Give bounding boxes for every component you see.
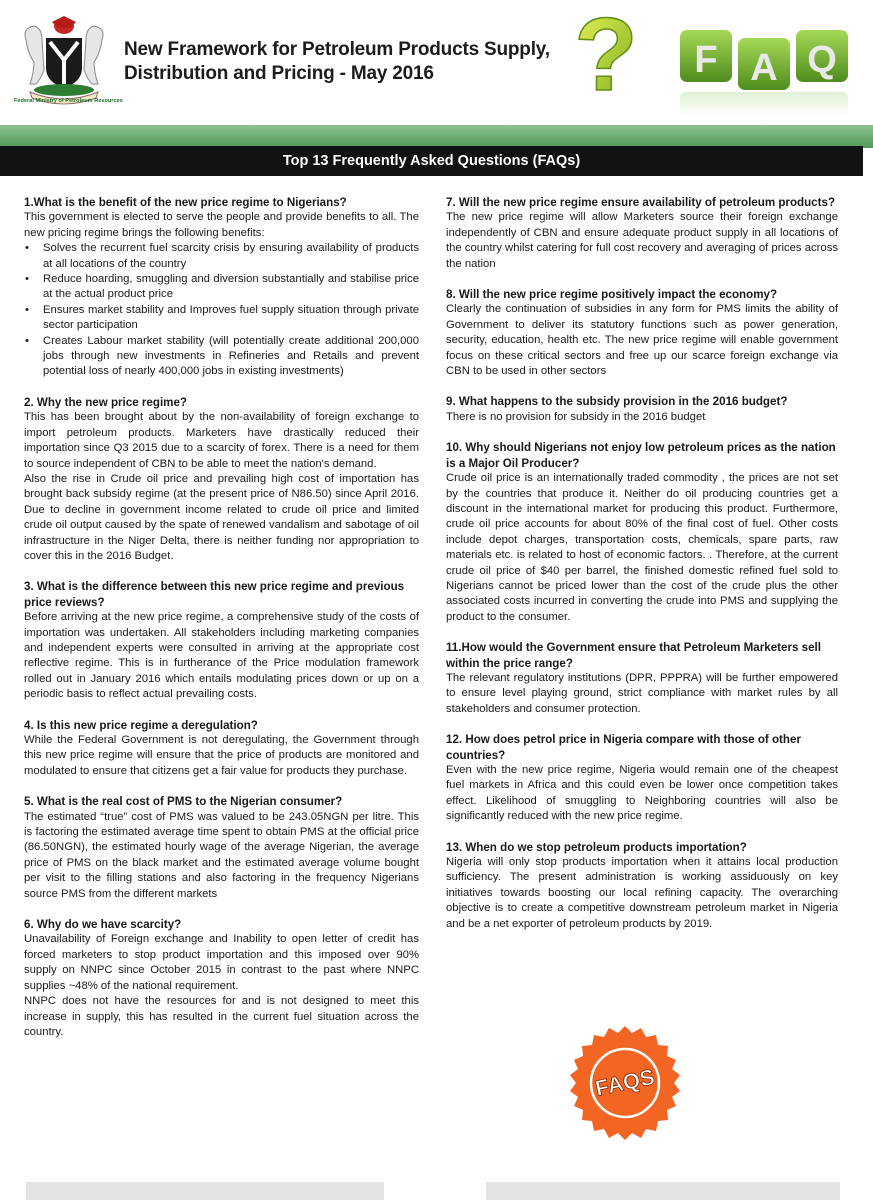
faq-question: 9. What happens to the subsidy provision in the 2016 budget? bbox=[446, 395, 788, 409]
faq-item-12 bbox=[446, 732, 838, 824]
faq-answer: Nigeria will only stop products importation when it attains local production sufficiency. The present administration is working assiduously on key initiatives towards boosting our local refining capacity. The overarching objective is to create a competitive downstream petroleum market in Nigeria and be a net exporter of petroleum products by 2019. bbox=[446, 856, 838, 930]
left-column bbox=[24, 195, 419, 1055]
faq-letter-a: A bbox=[750, 47, 778, 89]
faq-question: 6. Why do we have scarcity? bbox=[24, 918, 182, 932]
faq-cube-a bbox=[738, 38, 790, 90]
list-item: • Solves the recurrent fuel scarcity crisis by ensuring availability of products at all locations of the country bbox=[24, 241, 419, 272]
faq-question: 2. Why the new price regime? bbox=[24, 395, 187, 409]
faq-answer: Also the rise in Crude oil price and prevailing high cost of importation has brought back subsidy regime (at the present price of N86.50) since April 2016. Due to decline in government income related to crude oil price and limited crude oil output caused by the spate of renewed vandalism and sabotage of oil infrastructure in the Niger Delta, there is neither funding nor appropriation to cover this in the 2016 Budget. bbox=[24, 472, 419, 562]
faq-answer: The relevant regulatory institutions (DPR, PPPRA) will be further empowered to ensure level playing ground, strict compliance with market rules by all stakeholders and consumer protection. bbox=[446, 671, 838, 715]
faq-letter-q: Q bbox=[807, 39, 837, 81]
faq-question: 12. How does petrol price in Nigeria compare with those of other countries? bbox=[446, 733, 801, 762]
faq-item-10 bbox=[446, 440, 838, 625]
faqs-badge-icon bbox=[566, 1024, 684, 1142]
faq-item-2 bbox=[24, 395, 419, 564]
question-mark-glyph: ? bbox=[574, 4, 638, 112]
faq-question: 5. What is the real cost of PMS to the Nigerian consumer? bbox=[24, 795, 343, 809]
faq-answer: Before arriving at the new price regime, a comprehensive study of the costs of importation was undertaken. All stakeholders including marketing companies and independent experts were consulted in arriving at the appropriate cost reflective regime. This is in furtherance of the Price modulation framework rolled out in January 2016 which entails modulating prices down or up on a periodic basis to reflect actual prevailing costs. bbox=[24, 611, 419, 701]
ministry-name: Federal Ministry of Petroleum Resources bbox=[14, 98, 123, 104]
faq-item-5 bbox=[24, 794, 419, 902]
page-header bbox=[0, 0, 873, 125]
faq-answer: The estimated “true” cost of PMS was valued to be 243.05NGN per litre. This is factoring the estimated average time spent to obtain PMS at the official price (86.50NGN), the estimated hourly wage of the average Nigerian, the average price of PMS on the black market and the estimated average volume bought per visit to the filling stations and also factoring in the frequency Nigerians source PMS from the different markets bbox=[24, 810, 419, 900]
coat-of-arms-icon bbox=[12, 10, 116, 110]
faq-item-6 bbox=[24, 917, 419, 1040]
page-title bbox=[124, 38, 550, 86]
faq-answer: This has been brought about by the non-availability of foreign exchange to import petroleum products. Marketers have drastically reduced their importation since Q3 2015 due to a scarcity of forex. There is a need for them to source independent of CBN to be able to meet the nation's demand. bbox=[24, 411, 419, 470]
faq-item-13 bbox=[446, 840, 838, 932]
faq-answer: While the Federal Government is not deregulating, the Government through this new price regime will ensure that the price of products are monitored and modulated to ensure that citizens get a fair value for products they purchase. bbox=[24, 734, 419, 777]
faq-answer: There is no provision for subsidy in the 2016 budget bbox=[446, 410, 706, 423]
faq-question: 7. Will the new price regime ensure availability of petroleum products? bbox=[446, 196, 836, 209]
faq-item-9 bbox=[446, 394, 838, 425]
faq-answer: Even with the new price regime, Nigeria would remain one of the cheapest fuel markets in Africa and this could even be lower once competition takes effect. Likelihood of smuggling to Neighboring countries will also be significantly reduced with the new price regime. bbox=[446, 764, 838, 823]
faq-question: 13. When do we stop petroleum products importation? bbox=[446, 840, 747, 854]
faq-answer: Crude oil price is an internationally traded commodity , the prices are not set by the countries that produce it. Neither do oil producing countries get a discount in the international market for producing this product. Furthermore, crude oil price accounts for about 80% of the final cost of fuel. Other costs include depot charges, transportation costs, chemicals, spare parts, raw materials etc. is related to host of economic factors. . Therefore, at the current crude oil price of $40 per barrel, the finished domestic refined fuel sold to Nigerians cannot be priced lower than the cost of the crude plus the other associated costs incurred in converting the crude into PMS and supplying the product to the consumer. bbox=[446, 472, 838, 623]
faq-question: 3. What is the difference between this new price regime and previous price reviews? bbox=[24, 580, 405, 609]
faq-question: 10. Why should Nigerians not enjoy low petroleum prices as the nation is a Major Oil Producer? bbox=[446, 441, 836, 470]
faq-reflection bbox=[680, 92, 848, 116]
faq-banner: Top 13 Frequently Asked Questions (FAQs) bbox=[0, 146, 863, 176]
faq-cubes-icon bbox=[672, 8, 862, 120]
title-line-1: New Framework for Petroleum Products Supply, bbox=[124, 39, 550, 60]
faq-question: 11.How would the Government ensure that Petroleum Marketers sell within the price range? bbox=[446, 641, 821, 670]
faq-answer: NNPC does not have the resources for and is not designed to meet this increase in supply, this has resulted in the current fuel situation across the country. bbox=[24, 995, 419, 1038]
faq-answer: The new price regime will allow Marketers source their foreign exchange independently of CBN and ensure adequate product supply in all locations of the country whilst catering for full cost recovery and averaging of prices across the nation bbox=[446, 211, 838, 270]
faq-cube-q bbox=[796, 30, 848, 82]
faq-question: 8. Will the new price regime positively impact the economy? bbox=[446, 288, 778, 302]
faq-item-1 bbox=[24, 195, 419, 380]
list-item: • Ensures market stability and Improves fuel supply situation through private sector participation bbox=[24, 303, 419, 334]
faq-answer: Clearly the continuation of subsidies in any form for PMS limits the ability of Government to deliver its statutory functions such as power generation, security, education, health etc. The new price regime will enable government focus on these critical sectors and free up our scarce foreign exchange via CBN to be used in other sectors bbox=[446, 303, 838, 378]
right-column bbox=[446, 195, 838, 947]
faq-question: 4. Is this new price regime a deregulation? bbox=[24, 718, 258, 732]
question-mark-icon bbox=[562, 4, 652, 112]
faq-answer: This government is elected to serve the people and provide benefits to all. The new pricing regime brings the following benefits: bbox=[24, 211, 419, 239]
faq-question: 1.What is the benefit of the new price regime to Nigerians? bbox=[24, 196, 347, 209]
list-item: • Creates Labour market stability (will potentially create additional 200,000 jobs through new investments in Refineries and Retails and prevent potential loss of nearly 400,000 jobs in existing investments) bbox=[24, 334, 419, 380]
footer-bar-left bbox=[26, 1182, 384, 1200]
faq-item-4 bbox=[24, 718, 419, 780]
title-line-2: Distribution and Pricing - May 2016 bbox=[124, 63, 434, 84]
faq-item-11 bbox=[446, 640, 838, 717]
faq-item-8 bbox=[446, 287, 838, 379]
faq-cube-f bbox=[680, 30, 732, 82]
list-item: • Reduce hoarding, smuggling and diversion substantially and stabilise price at the actual product price bbox=[24, 272, 419, 303]
faq-item-7 bbox=[446, 195, 838, 272]
benefits-list bbox=[24, 241, 419, 380]
faq-answer: Unavailability of Foreign exchange and Inability to open letter of credit has forced marketers to stop product importation and this imposed over 90% supply on NNPC since October 2015 in contrast to the past where NNPC supplies ~48% of the national requirement. bbox=[24, 933, 419, 992]
faqs-badge-text: FAQS bbox=[592, 1064, 657, 1101]
faq-item-3 bbox=[24, 579, 419, 702]
faq-letter-f: F bbox=[694, 39, 718, 81]
green-divider-band bbox=[0, 125, 873, 148]
footer-bar-right bbox=[486, 1182, 840, 1200]
